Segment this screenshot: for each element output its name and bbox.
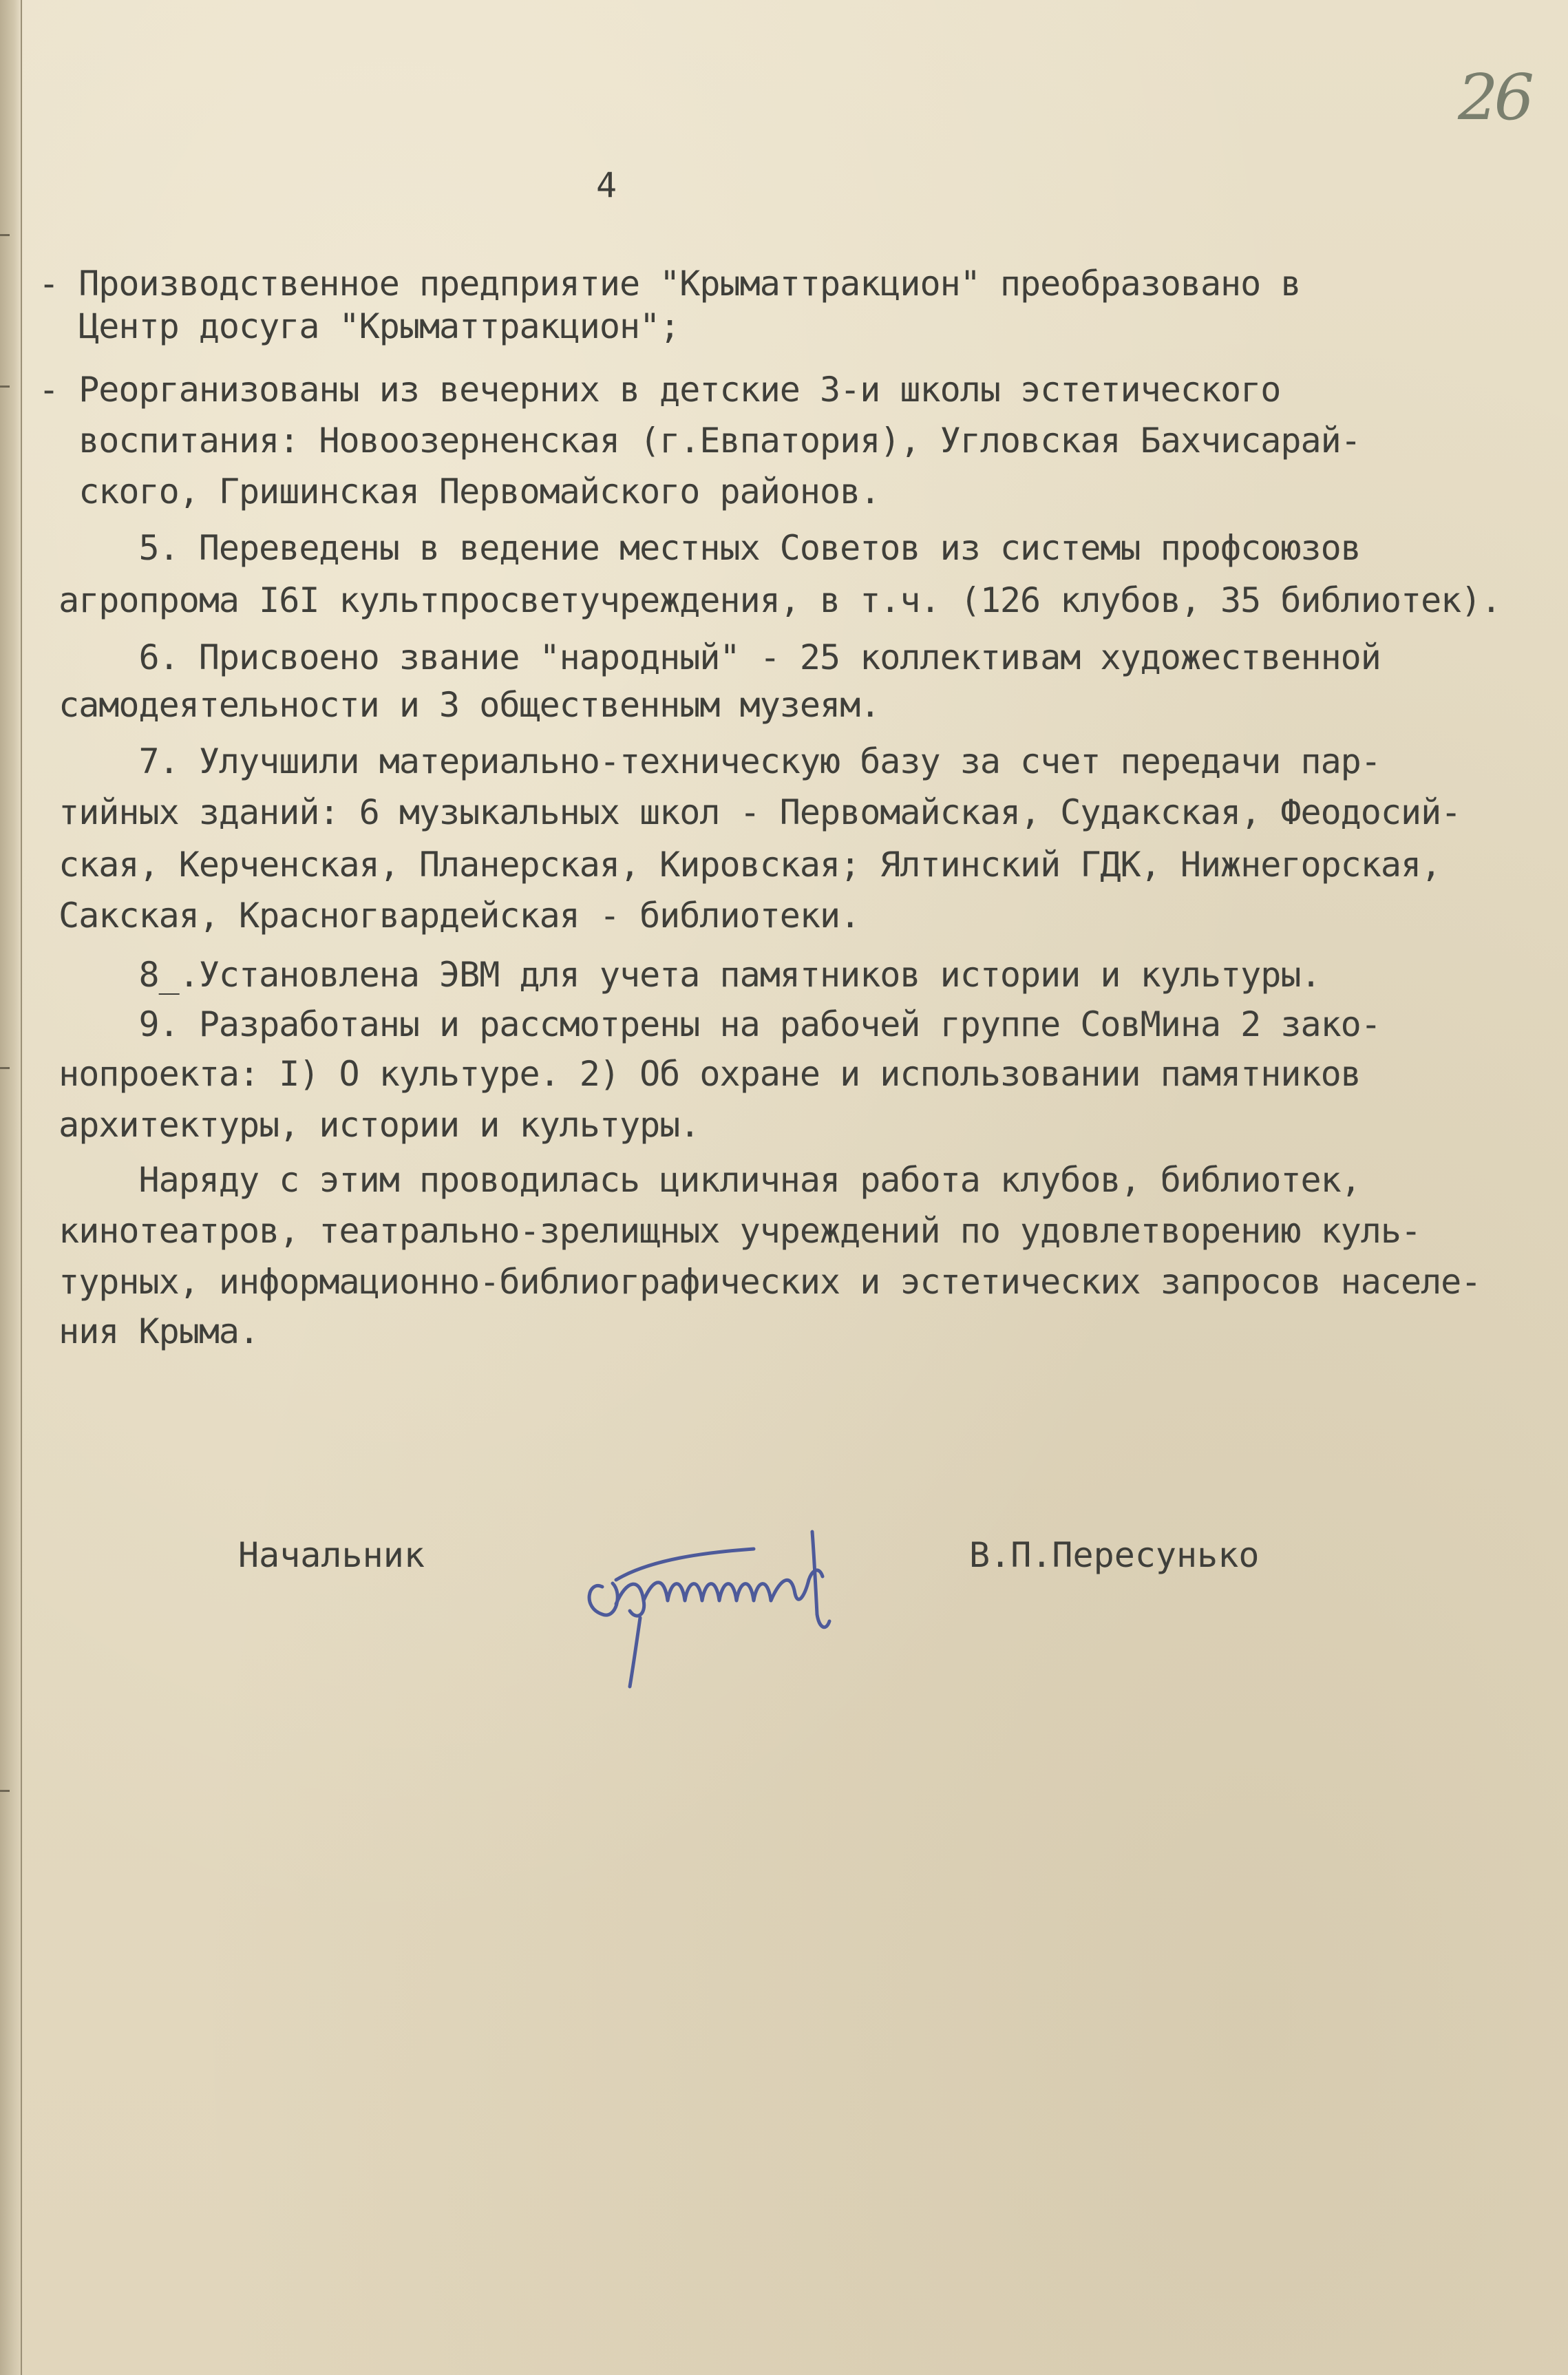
- archive-page-number: 26: [1458, 61, 1531, 134]
- text-line: Сакская, Красногвардейская - библиотеки.: [39, 896, 860, 936]
- margin-tick: [0, 1790, 10, 1792]
- margin-tick: [0, 234, 10, 236]
- text-line: - Реорганизованы из вечерних в детские 3-и школы эстетического: [39, 370, 1281, 410]
- signatory-title: Начальник: [238, 1535, 425, 1575]
- margin-tick: [0, 1067, 10, 1069]
- page-number: 4: [596, 165, 617, 205]
- text-line: нопроекта: I) О культуре. 2) Об охране и использовании памятников: [39, 1054, 1361, 1094]
- text-line: кинотеатров, театрально-зрелищных учреждений по удовлетворению куль-: [39, 1211, 1421, 1251]
- text-line: ская, Керченская, Планерская, Кировская; Ялтинский ГДК, Нижнегорская,: [39, 845, 1441, 885]
- handwritten-signature: [575, 1511, 898, 1690]
- text-line: Центр досуга "Крыматтракцион";: [39, 306, 680, 346]
- text-line: турных, информационно-библиографических и эстетических запросов населе-: [39, 1262, 1481, 1302]
- text-line: самодеятельности и 3 общественным музеям.: [39, 685, 880, 725]
- binding-edge: [0, 0, 23, 2375]
- binding-fold-line: [21, 0, 22, 2375]
- text-line: - Производственное предприятие "Крыматтракцион" преобразовано в: [39, 264, 1301, 304]
- text-line: тийных зданий: 6 музыкальных школ - Первомайская, Судакская, Феодосий-: [39, 792, 1461, 832]
- text-line: ского, Гришинская Первомайского районов.: [39, 472, 880, 511]
- text-line: ния Крыма.: [39, 1311, 259, 1351]
- text-line: архитектуры, истории и культуры.: [39, 1105, 700, 1145]
- text-line: 6. Присвоено звание "народный" - 25 коллективам художественной: [39, 637, 1381, 677]
- text-line: воспитания: Новоозерненская (г.Евпатория), Угловская Бахчисарай-: [39, 421, 1361, 461]
- text-line: агропрома I6I культпросветучреждения, в т.ч. (126 клубов, 35 библиотек).: [39, 580, 1501, 620]
- margin-tick: [0, 386, 10, 388]
- signatory-name: В.П.Пересунько: [969, 1535, 1260, 1575]
- text-line: 8_.Установлена ЭВМ для учета памятников истории и культуры.: [39, 955, 1321, 995]
- text-line: 7. Улучшили материально-техническую базу за счет передачи пар-: [39, 741, 1381, 781]
- text-line: 9. Разработаны и рассмотрены на рабочей группе СовМина 2 зако-: [39, 1004, 1381, 1044]
- text-line: 5. Переведены в ведение местных Советов из системы профсоюзов: [39, 528, 1361, 568]
- text-line: Наряду с этим проводилась цикличная работа клубов, библиотек,: [39, 1160, 1361, 1200]
